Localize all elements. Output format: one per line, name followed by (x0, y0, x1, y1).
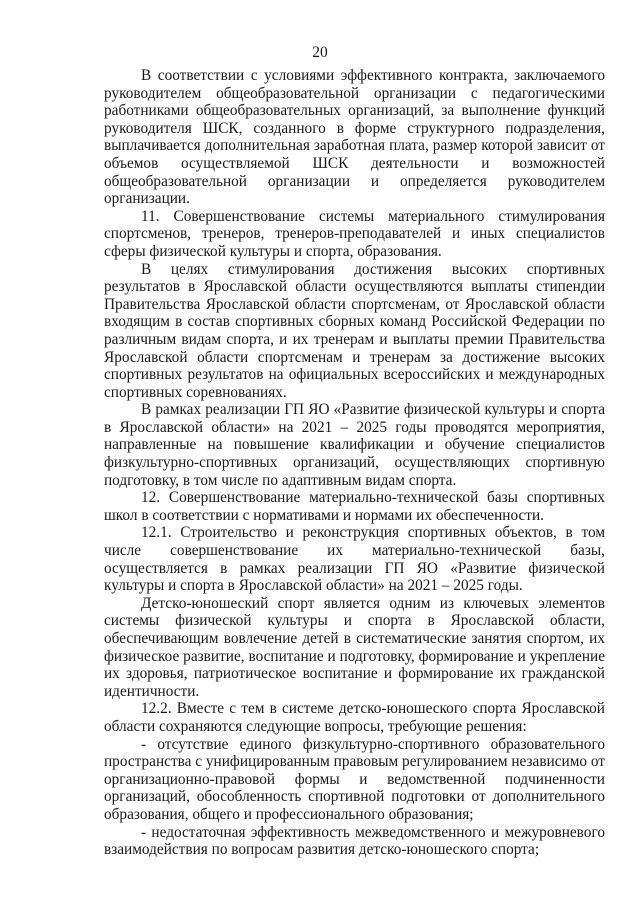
paragraph-section-12-1: 12.1. Строительство и реконструкция спортивных объектов, в том числе совершенствование их материально-технической базы, осуществляется в рамках реализации ГП ЯО «Развитие физической культуры и спорта в Ярославской области» на 2021 – 2025 годы. (104, 524, 605, 595)
paragraph-section-12-2: 12.2. Вместе с тем в системе детско-юношеского спорта Ярославской области сохраняются следующие вопросы, требующие решения: (104, 700, 605, 735)
paragraph-stipends: В целях стимулирования достижения высоких спортивных результатов в Ярославской области осуществляются выплаты стипендии Правительства Ярославской области спортсменам, от Ярославской области входящим в состав спортивных сборных команд Российской Федерации по различным видам спорта, и их тренерам и выплаты премии Правительства Ярославской области спортсменам и тренерам за достижение высоких спортивных результатов на официальных всероссийских и международных спортивных соревнованиях. (104, 260, 605, 401)
paragraph-state-program: В рамках реализации ГП ЯО «Развитие физической культуры и спорта в Ярославской области» на 2021 – 2025 годы проводятся мероприятия, направленные на повышение квалификации и обучение специалистов физкультурно-спортивных организаций, осуществляющих спортивную подготовку, в том числе по адаптивным видам спорта. (104, 401, 605, 489)
paragraph-contract: В соответствии с условиями эффективного контракта, заключаемого руководителем общеобразовательной организации с педагогическими работниками общеобразовательных организаций, за выполнение функций руководителя ШСК, созданного в форме структурного подразделения, выплачивается дополнительная заработная плата, размер которой зависит от объемов осуществляемой ШСК деятельности и возможностей общеобразовательной организации и определяется руководителем организации. (104, 67, 605, 208)
list-item-interagency: - недостаточная эффективность межведомственного и межуровневого взаимодействия по вопросам развития детско-юношеского спорта; (104, 823, 605, 859)
paragraph-section-11: 11. Совершенствование системы материального стимулирования спортсменов, тренеров, тренеров-преподавателей и иных специалистов сферы физической культуры и спорта, образования. (104, 207, 605, 260)
paragraph-youth-sport: Детско-юношеский спорт является одним из ключевых элементов системы физической культуры и спорта в Ярославской области, обеспечивающим вовлечение детей в систематические занятия спортом, их физическое развитие, воспитание и подготовку, формирование и укрепление их здоровья, патриотическое воспитание и формирование их гражданской идентичности. (104, 594, 605, 700)
list-item-unified-space: - отсутствие единого физкультурно-спортивного образовательного пространства с унифицированным правовым регулированием независимо от организационно-правовой формы и ведомственной подчиненности организаций, обособленность спортивной подготовки от дополнительного образования, общего и профессионального образования; (104, 735, 605, 823)
document-body (104, 67, 605, 859)
page-number: 20 (312, 44, 328, 61)
paragraph-section-12: 12. Совершенствование материально-технической базы спортивных школ в соответствии с нормативами и нормами их обеспеченности. (104, 489, 605, 524)
